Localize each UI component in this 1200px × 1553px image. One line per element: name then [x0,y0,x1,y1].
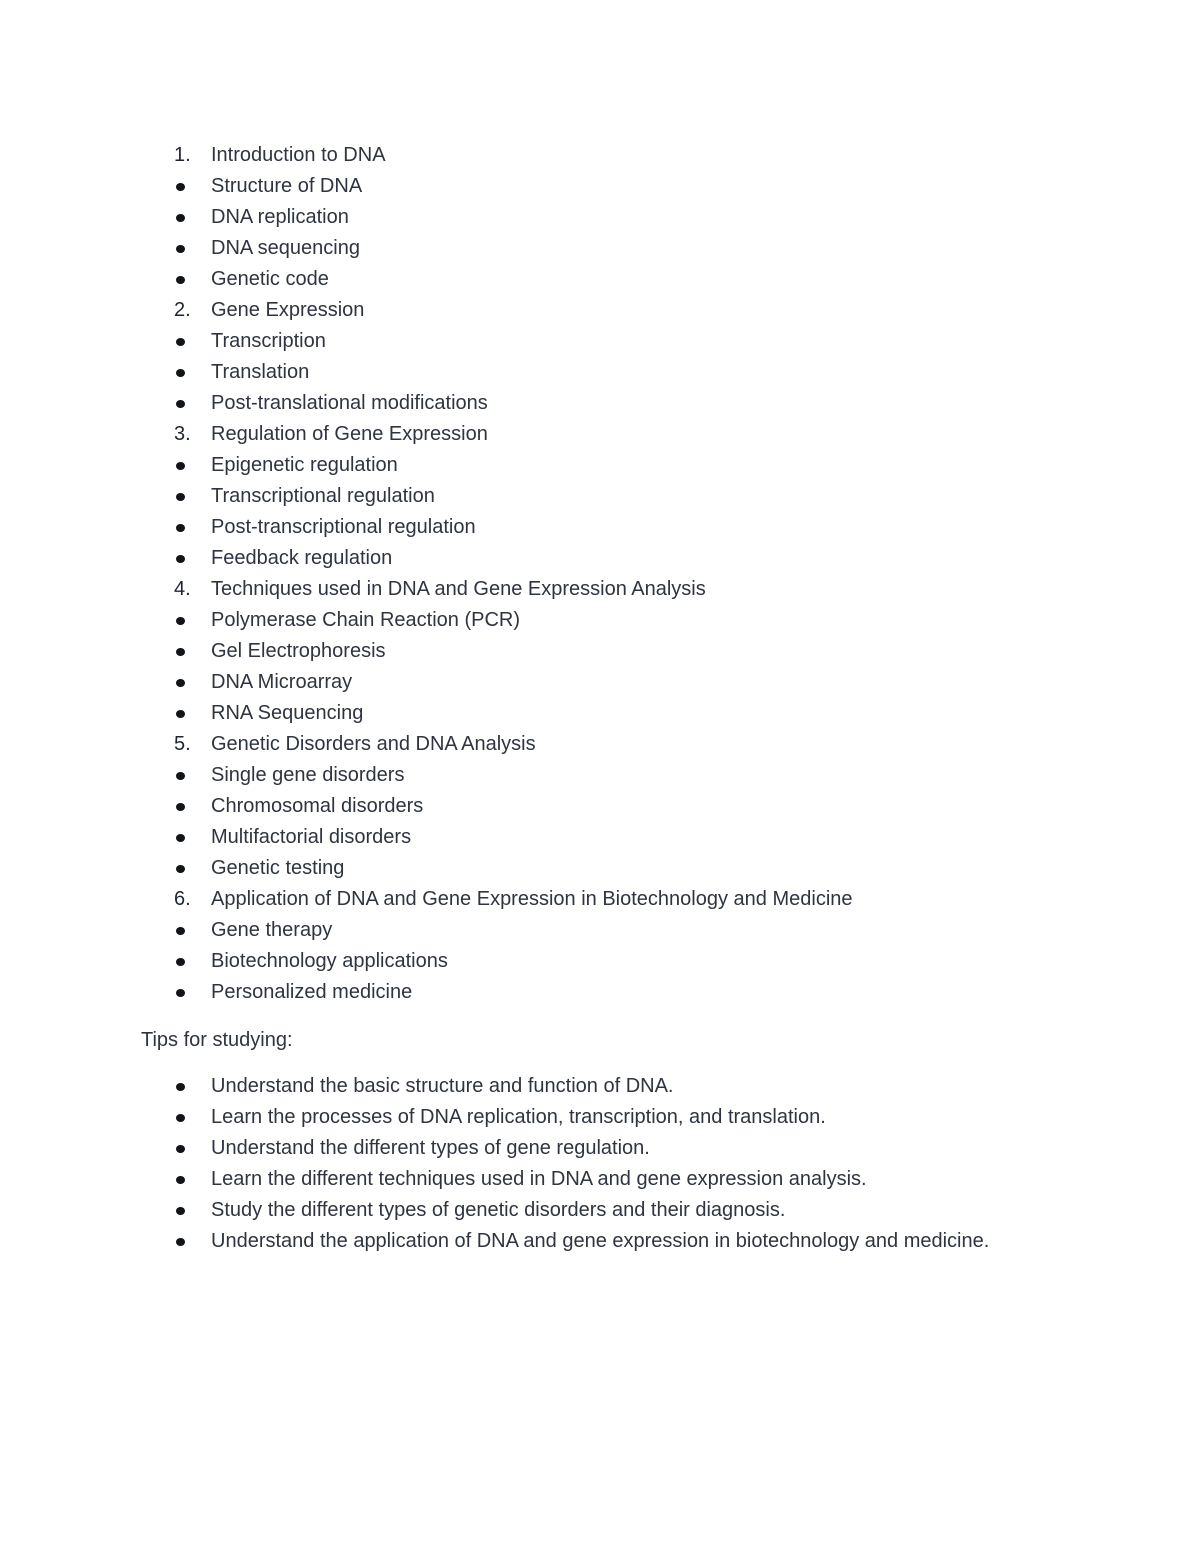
bullet-dot-icon [176,1176,185,1184]
outline-subtopic-item [0,264,1200,295]
outline-subtopic-item [0,233,1200,264]
outline-section-item [0,729,1200,760]
outline-item-text: Genetic Disorders and DNA Analysis [211,733,536,755]
bullet-icon [174,171,204,202]
bullet-icon [174,1133,204,1164]
tip-text: Understand the basic structure and function of DNA. [211,1075,674,1097]
tip-item [0,1102,1200,1133]
bullet-dot-icon [176,214,185,222]
section-number [174,295,204,326]
bullet-icon [174,636,204,667]
bullet-dot-icon [176,1207,185,1215]
bullet-dot-icon [176,989,185,997]
outline-subtopic-item [0,822,1200,853]
bullet-dot-icon [176,772,185,780]
outline-item-text: Structure of DNA [211,175,363,197]
bullet-dot-icon [176,369,185,377]
outline-item-text: Translation [211,361,310,383]
bullet-dot-icon [176,648,185,656]
outline-subtopic-item [0,450,1200,481]
outline-item-text: Application of DNA and Gene Expression in Biotechnology and Medicine [211,888,853,910]
outline-item-text: Chromosomal disorders [211,795,424,817]
bullet-dot-icon [176,462,185,470]
outline-item-text: DNA replication [211,206,349,228]
outline-item-text: DNA Microarray [211,671,353,693]
bullet-dot-icon [176,493,185,501]
outline-subtopic-item [0,171,1200,202]
outline-subtopic-item [0,512,1200,543]
outline-item-text: Techniques used in DNA and Gene Expression Analysis [211,578,706,600]
bullet-dot-icon [176,1145,185,1153]
bullet-icon [174,233,204,264]
bullet-icon [174,202,204,233]
bullet-dot-icon [176,1114,185,1122]
outline-item-text: Gel Electrophoresis [211,640,386,662]
tip-text: Study the different types of genetic disorders and their diagnosis. [211,1199,786,1221]
tip-item [0,1071,1200,1102]
outline-item-text: RNA Sequencing [211,702,364,724]
outline-subtopic-item [0,481,1200,512]
bullet-icon [174,1195,204,1226]
outline-section-item [0,419,1200,450]
bullet-dot-icon [176,338,185,346]
tip-item [0,1195,1200,1226]
bullet-icon [174,667,204,698]
bullet-icon [174,915,204,946]
outline-subtopic-item [0,543,1200,574]
section-number [174,140,204,171]
outline-item-text: DNA sequencing [211,237,360,259]
section-number-label: 3. [174,423,191,445]
outline-subtopic-item [0,791,1200,822]
bullet-icon [174,264,204,295]
bullet-dot-icon [176,927,185,935]
bullet-icon [174,946,204,977]
outline-item-text: Personalized medicine [211,981,413,1003]
bullet-icon [174,543,204,574]
outline-subtopic-item [0,915,1200,946]
outline-item-text: Polymerase Chain Reaction (PCR) [211,609,521,631]
bullet-icon [174,791,204,822]
outline-section-item [0,884,1200,915]
tip-item [0,1226,1200,1257]
outline-subtopic-item [0,605,1200,636]
tip-item [0,1164,1200,1195]
outline-section-item [0,574,1200,605]
bullet-icon [174,357,204,388]
bullet-icon [174,977,204,1008]
outline-subtopic-item [0,698,1200,729]
bullet-icon [174,481,204,512]
section-number [174,419,204,450]
section-number-label: 4. [174,578,191,600]
outline-item-text: Feedback regulation [211,547,393,569]
bullet-dot-icon [176,1238,185,1246]
bullet-dot-icon [176,555,185,563]
bullet-icon [174,450,204,481]
bullet-dot-icon [176,1083,185,1091]
bullet-dot-icon [176,834,185,842]
tip-text: Learn the processes of DNA replication, transcription, and translation. [211,1106,826,1128]
bullet-dot-icon [176,183,185,191]
outline-item-text: Gene therapy [211,919,333,941]
section-number-label: 6. [174,888,191,910]
bullet-icon [174,760,204,791]
section-number-label: 5. [174,733,191,755]
bullet-dot-icon [176,245,185,253]
bullet-dot-icon [176,865,185,873]
bullet-icon [174,605,204,636]
bullet-dot-icon [176,710,185,718]
outline-subtopic-item [0,667,1200,698]
tip-text: Understand the application of DNA and gene expression in biotechnology and medicine. [211,1230,990,1252]
outline-subtopic-item [0,388,1200,419]
bullet-dot-icon [176,276,185,284]
bullet-dot-icon [176,803,185,811]
outline-section-item [0,295,1200,326]
outline-subtopic-item [0,760,1200,791]
outline-subtopic-item [0,636,1200,667]
outline-subtopic-item [0,977,1200,1008]
topic-outline [0,140,1200,1008]
outline-subtopic-item [0,357,1200,388]
bullet-icon [174,1102,204,1133]
outline-subtopic-item [0,853,1200,884]
outline-subtopic-item [0,202,1200,233]
outline-item-text: Genetic testing [211,857,345,879]
outline-item-text: Single gene disorders [211,764,405,786]
tip-item [0,1133,1200,1164]
outline-item-text: Transcription [211,330,326,352]
bullet-icon [174,326,204,357]
outline-item-text: Transcriptional regulation [211,485,435,507]
outline-subtopic-item [0,946,1200,977]
section-number-label: 1. [174,144,191,166]
bullet-icon [174,1164,204,1195]
section-number [174,729,204,760]
section-number [174,884,204,915]
outline-subtopic-item [0,326,1200,357]
bullet-icon [174,822,204,853]
outline-item-text: Biotechnology applications [211,950,448,972]
outline-section-item [0,140,1200,171]
bullet-dot-icon [176,679,185,687]
tip-text: Learn the different techniques used in DNA and gene expression analysis. [211,1168,867,1190]
bullet-dot-icon [176,524,185,532]
bullet-icon [174,1226,204,1257]
bullet-icon [174,698,204,729]
bullet-icon [174,1071,204,1102]
outline-item-text: Epigenetic regulation [211,454,398,476]
bullet-dot-icon [176,400,185,408]
outline-item-text: Post-translational modifications [211,392,488,414]
section-number [174,574,204,605]
bullet-dot-icon [176,617,185,625]
bullet-dot-icon [176,958,185,966]
tips-heading: Tips for studying: [141,1029,293,1051]
section-number-label: 2. [174,299,191,321]
outline-item-text: Introduction to DNA [211,144,386,166]
outline-item-text: Post-transcriptional regulation [211,516,476,538]
tip-text: Understand the different types of gene regulation. [211,1137,650,1159]
outline-item-text: Gene Expression [211,299,365,321]
bullet-icon [174,512,204,543]
bullet-icon [174,388,204,419]
outline-item-text: Genetic code [211,268,329,290]
study-tips-list [0,1071,1200,1257]
bullet-icon [174,853,204,884]
outline-item-text: Regulation of Gene Expression [211,423,488,445]
outline-item-text: Multifactorial disorders [211,826,412,848]
